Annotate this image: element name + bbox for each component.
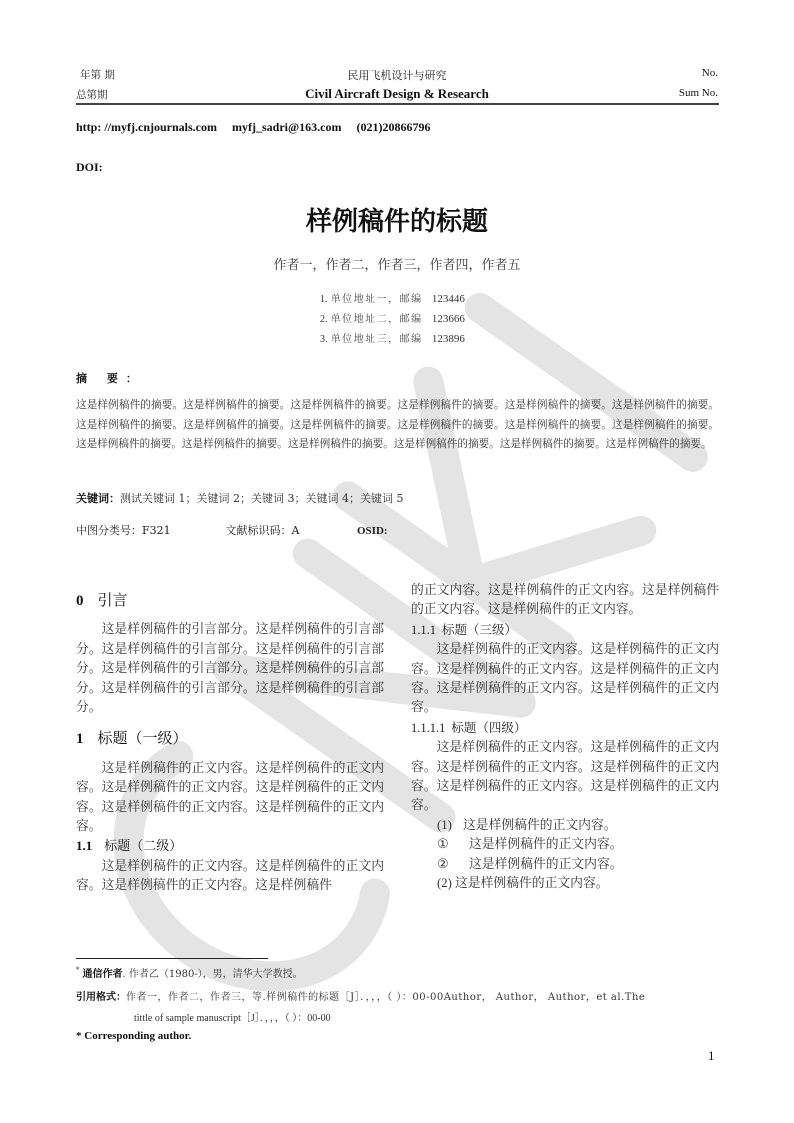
abstract-label-text: 摘 要 [76, 372, 126, 385]
keywords-line [76, 490, 403, 506]
section-title: 标题（一级） [97, 729, 188, 748]
affiliation-address: 单位地址二，邮编 [330, 314, 423, 325]
paper-title: 样例稿件的标题 [305, 207, 488, 237]
affiliation-address: 单位地址三，邮编 [330, 334, 423, 345]
section-number: 1.1.1 [411, 622, 436, 637]
footnote-citation [76, 988, 645, 1003]
affiliation-postcode: 123896 [431, 333, 465, 345]
header-sum-no: Sum No. [678, 87, 718, 99]
section-title: 引言 [97, 591, 128, 609]
section-1-1-1-1-paragraph: 这是样例稿件的正文内容。这是样例稿件的正文内容。这是样例稿件的正文内容。这是样例稿件的正文内容。这是样例稿件的正文内容。这是样例稿件的正文内容。 [411, 740, 719, 814]
footnote-citation-continued: tittle of sample manuscript［J］．，，，（ ）：00-00 [134, 1013, 331, 1024]
document-code: 文献标识码：A [225, 524, 300, 537]
section-number: 1.1 [76, 838, 93, 854]
journal-website-link[interactable]: http: //myfj.cnjournals.com [76, 120, 217, 134]
corresponding-author-en: * Corresponding author. [76, 1030, 192, 1042]
section-heading-0 [76, 591, 384, 611]
classification-line [76, 522, 388, 538]
journal-email-link[interactable]: myfj_sadri@163.com [232, 120, 342, 134]
list-marker: ② [437, 856, 449, 871]
section-heading-1-1-1-1 [411, 718, 719, 738]
section-heading-1-1 [76, 836, 384, 856]
section-title: 标题（二级） [104, 839, 183, 855]
list-item [411, 855, 719, 874]
header-no: No. [701, 67, 718, 79]
affiliation-address: 单位地址一，邮编 [330, 294, 423, 305]
affiliation-1 [320, 290, 465, 305]
section-title: 标题（四级） [451, 719, 527, 735]
journal-phone: (021)20866796 [356, 120, 431, 134]
abstract-label [76, 370, 137, 386]
corresponding-author-text: . 作者乙（1980-），男，清华大学教授。 [122, 969, 303, 980]
section-number: 0 [76, 593, 84, 609]
section-1-1-paragraph: 这是样例稿件的正文内容。这是样例稿件的正文内容。这是样例稿件的正文内容。这是样例稿件 [76, 858, 384, 894]
section-number: 1.1.1.1 [411, 720, 446, 735]
list-text: 这是样例稿件的正文内容。 [469, 856, 623, 872]
section-heading-1 [76, 729, 384, 749]
section-1-1-paragraph-continued: 的正文内容。这是样例稿件的正文内容。这是样例稿件的正文内容。这是样例稿件的正文内容。 [411, 583, 719, 618]
affiliation-number: 1. [320, 294, 328, 305]
list-text: 这是样例稿件的正文内容。 [463, 817, 617, 833]
header-journal-en: Civil Aircraft Design & Research [305, 86, 489, 101]
body-left-column [76, 591, 384, 896]
list-marker: (1) [437, 817, 452, 832]
affiliation-postcode: 123446 [431, 293, 465, 305]
list-marker: ① [437, 837, 449, 852]
footnote-star: * [76, 966, 80, 974]
contact-line [76, 120, 442, 135]
list-item [411, 874, 719, 893]
header-total-issue-label: 总第期 [76, 89, 108, 101]
section-number: 1 [76, 731, 84, 748]
keywords-text: 测试关键词 1；关键词 2；关键词 3；关键词 4；关键词 5 [120, 492, 404, 505]
keywords-label: 关键词： [76, 492, 120, 505]
affiliation-2 [320, 310, 465, 325]
clc-number: 中图分类号：F321 [76, 524, 171, 537]
section-title: 标题（三级） [442, 621, 518, 637]
osid-label: OSID: [357, 525, 388, 537]
list-marker: (2) [437, 876, 452, 891]
list-item [411, 835, 719, 854]
section-1-1-1-paragraph: 这是样例稿件的正文内容。这是样例稿件的正文内容。这是样例稿件的正文内容。这是样例稿件的正文内容。这是样例稿件的正文内容。这是样例稿件的正文内容。 [411, 642, 719, 716]
page-number: 1 [708, 1048, 715, 1063]
author-list: 作者一，作者二，作者三，作者四，作者五 [273, 258, 521, 273]
corresponding-author-label: 通信作者 [82, 969, 123, 980]
footnote-rule [76, 958, 268, 959]
section-1-paragraph: 这是样例稿件的正文内容。这是样例稿件的正文内容。这是样例稿件的正文内容。这是样例稿件的正文内容。这是样例稿件的正文内容。这是样例稿件的正文内容。 [76, 760, 384, 835]
affiliation-3 [320, 330, 465, 345]
doi-label: DOI: [76, 160, 103, 174]
list-text: 这是样例稿件的正文内容。 [455, 876, 609, 892]
list-text: 这是样例稿件的正文内容。 [469, 837, 623, 853]
header-issue-label: 年第 期 [80, 69, 115, 81]
section-heading-1-1-1 [411, 620, 719, 640]
body-right-column [411, 581, 719, 894]
abstract-label-colon: ： [125, 372, 137, 385]
citation-label: 引用格式： [76, 992, 126, 1003]
affiliation-number: 3. [320, 334, 328, 345]
affiliation-number: 2. [320, 314, 328, 325]
header-divider [76, 103, 719, 105]
footnote-corresponding-author [76, 965, 303, 980]
abstract-text: 这是样例稿件的摘要。这是样例稿件的摘要。这是样例稿件的摘要。这是样例稿件的摘要。这是样例稿件的摘要。这是样例稿件的摘要。这是样例稿件的摘要。这是样例稿件的摘要。这是样例稿件的摘要。这是样例稿件的摘要。这是样例稿件的摘要。这是样例稿件的摘要。这是样例稿件的摘要。这是样例稿件的摘要。这是样例稿件的摘要。这是样例稿件的摘要。这是样例稿件的摘要。这是样例稿件的摘要。 [76, 399, 719, 450]
header-journal-cn: 民用飞机设计与研究 [347, 69, 447, 82]
list-item [411, 816, 719, 835]
intro-paragraph: 这是样例稿件的引言部分。这是样例稿件的引言部分。这是样例稿件的引言部分。这是样例稿件的引言部分。这是样例稿件的引言部分。这是样例稿件的引言部分。这是样例稿件的引言部分。这是样例稿件的引言部分。 [76, 622, 384, 716]
affiliation-postcode: 123666 [431, 313, 465, 325]
citation-text: 作者一，作者二，作者三，等.样例稿件的标题［J］．，，，（ ）：00-00Author， Author， Author，et al.The [126, 992, 646, 1003]
